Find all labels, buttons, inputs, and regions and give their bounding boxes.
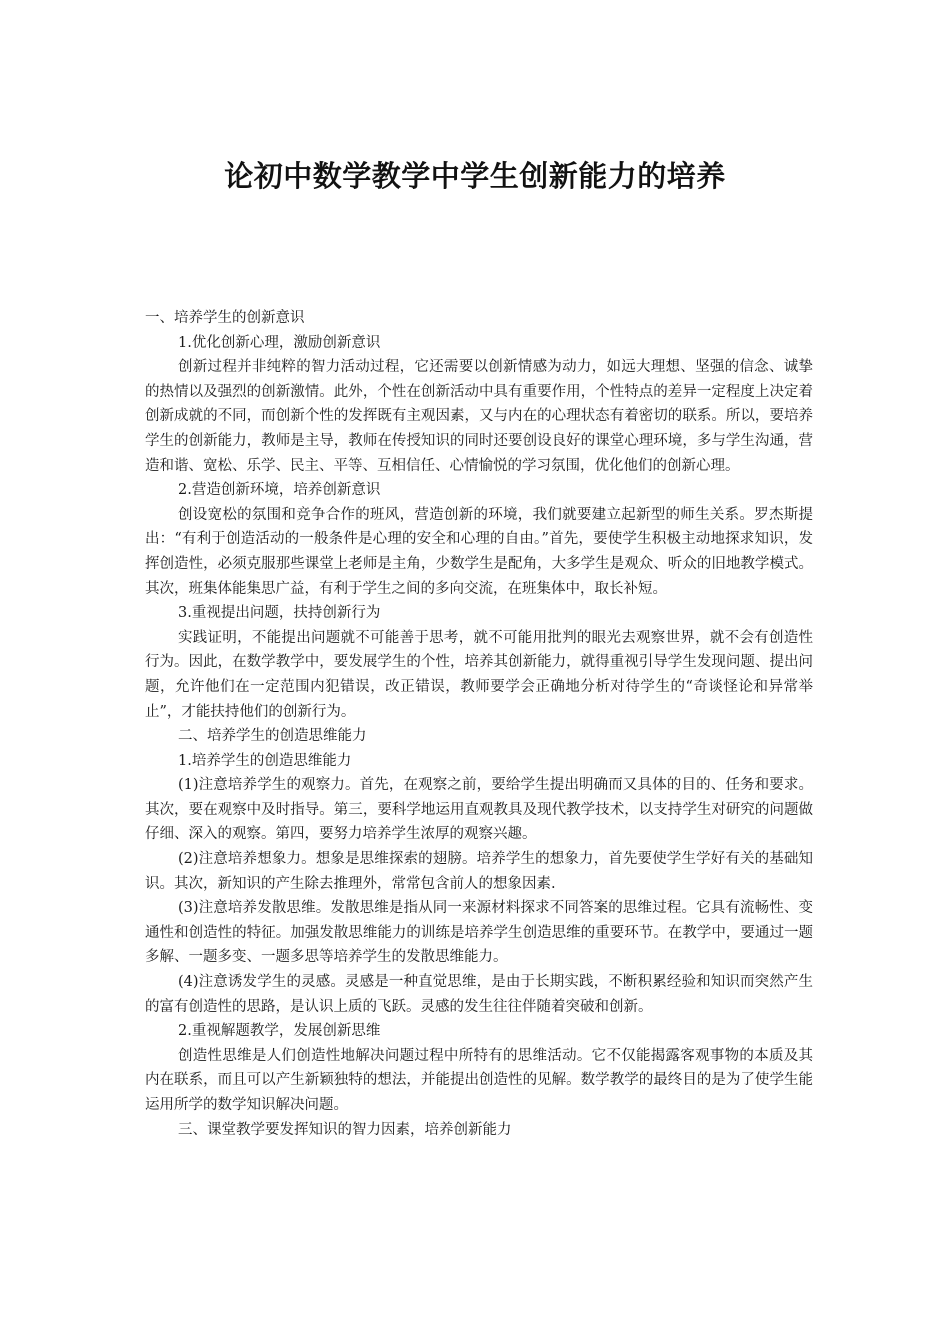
document-body (145, 306, 813, 1142)
body-paragraph: 创新过程并非纯粹的智力活动过程，它还需要以创新情感为动力，如远大理想、坚强的信念、诚挚的热情以及强烈的创新激情。此外，个性在创新活动中具有重要作用，个性特点的差异一定程度上决定着创新成就的不同，而创新个性的发挥既有主观因素，又与内在的心理状态有着密切的联系。所以，要培养学生的创新能力，教师是主导，教师在传授知识的同时还要创设良好的课堂心理环境，多与学生沟通，营造和谐、宽松、乐学、民主、平等、互相信任、心情愉悦的学习氛围，优化他们的创新心理。 (145, 359, 813, 474)
body-paragraph: (2)注意培养想象力。想象是思维探索的翅膀。培养学生的想象力，首先要使学生学好有关的基础知识。其次，新知识的产生除去推理外，常常包含前人的想象因素. (145, 851, 813, 892)
document-title: 论初中数学教学中学生创新能力的培养 (224, 159, 726, 193)
subsection-heading: 1.优化创新心理，激励创新意识 (178, 334, 381, 351)
body-paragraph: 创造性思维是人们创造性地解决问题过程中所特有的思维活动。它不仅能揭露客观事物的本质及其内在联系，而且可以产生新颖独特的想法，并能提出创造性的见解。数学教学的最终目的是为了使学生能运用所学的数学知识解决问题。 (145, 1047, 813, 1113)
subsection-heading: 2.重视解题教学，发展创新思维 (178, 1023, 381, 1040)
section-heading-1: 一、培养学生的创新意识 (145, 310, 305, 326)
section-heading-2: 二、培养学生的创造思维能力 (178, 728, 367, 745)
subsection-heading: 3.重视提出问题，扶持创新行为 (178, 605, 381, 622)
body-paragraph: (3)注意培养发散思维。发散思维是指从同一来源材料探求不同答案的思维过程。它具有流畅性、变通性和创造性的特征。加强发散思维能力的训练是培养学生创造思维的重要环节。在教学中，要通过一题多解、一题多变、一题多思等培养学生的发散思维能力。 (145, 900, 813, 966)
body-paragraph: 实践证明，不能提出问题就不可能善于思考，就不可能用批判的眼光去观察世界，就不会有创造性行为。因此，在数学教学中，要发展学生的个性，培养其创新能力，就得重视引导学生发现问题、提出问题，允许他们在一定范围内犯错误，改正错误，教师要学会正确地分析对待学生的“奇谈怪论和异常举止”，才能扶持他们的创新行为。 (145, 629, 813, 720)
body-paragraph: (4)注意诱发学生的灵感。灵感是一种直觉思维，是由于长期实践，不断积累经验和知识而突然产生的富有创造性的思路，是认识上质的飞跃。灵感的发生往往伴随着突破和创新。 (145, 974, 813, 1015)
subsection-heading: 1.培养学生的创造思维能力 (178, 752, 352, 769)
body-paragraph: 创设宽松的氛围和竞争合作的班风，营造创新的环境，我们就要建立起新型的师生关系。罗杰斯提出：“有利于创造活动的一般条件是心理的安全和心理的自由。”首先，要使学生积极主动地探求知识，发挥创造性，必须克服那些课堂上老师是主角，少数学生是配角，大多学生是观众、听众的旧地教学模式。其次，班集体能集思广益，有利于学生之间的多向交流，在班集体中，取长补短。 (145, 506, 813, 597)
section-heading-3: 三、课堂教学要发挥知识的智力因素，培养创新能力 (178, 1121, 512, 1138)
body-paragraph: (1)注意培养学生的观察力。首先，在观察之前，要给学生提出明确而又具体的目的、任务和要求。其次，要在观察中及时指导。第三，要科学地运用直观教具及现代教学技术，以支持学生对研究的问题做仔细、深入的观察。第四，要努力培养学生浓厚的观察兴趣。 (145, 777, 813, 843)
subsection-heading: 2.营造创新环境，培养创新意识 (178, 482, 381, 499)
